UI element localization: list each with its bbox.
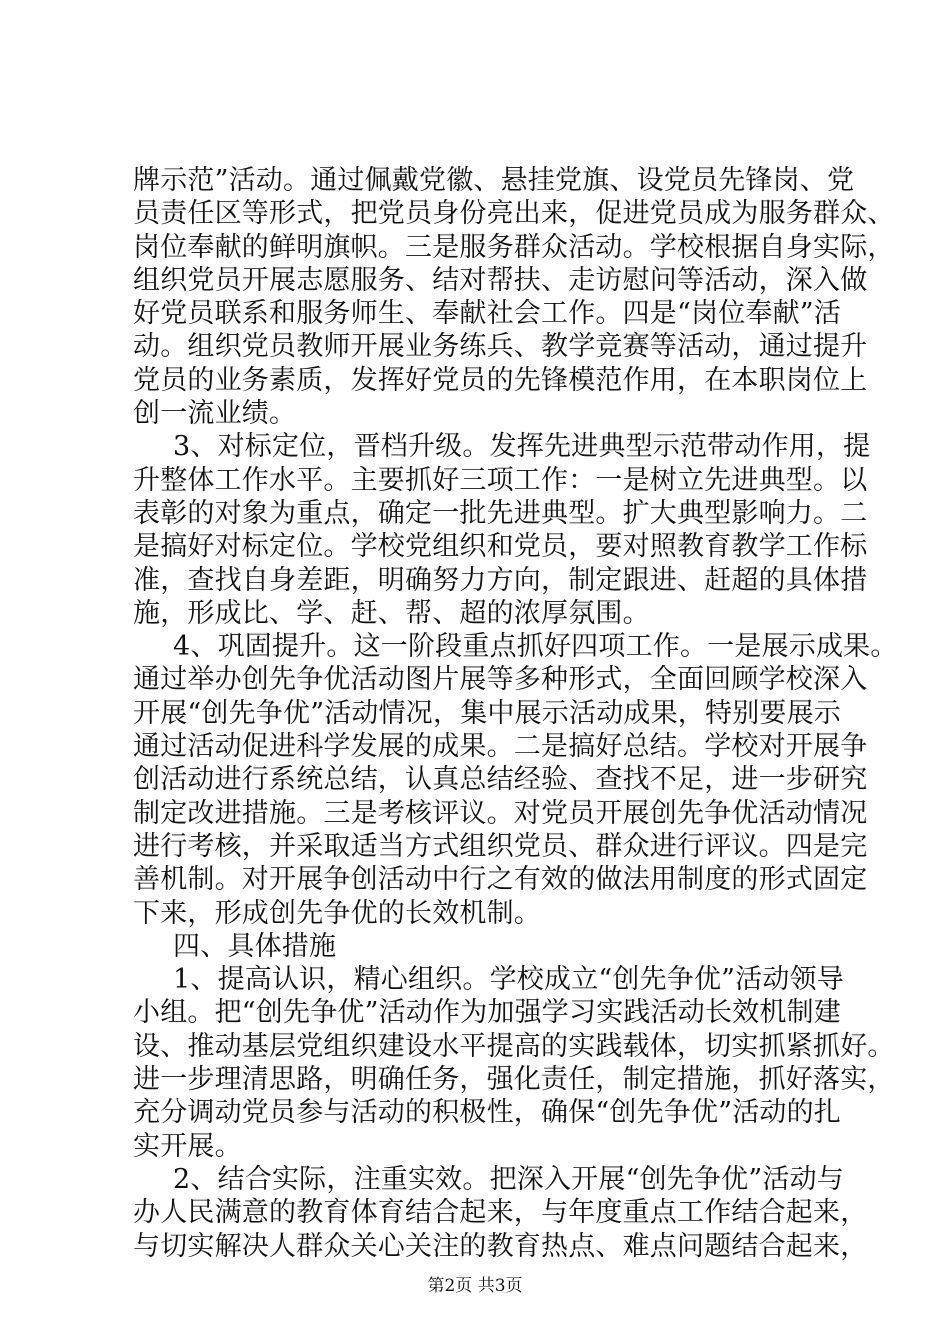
text-line: 设、推动基层党组织建设水平提高的实践载体，切实抓紧抓好。 [133,1030,895,1062]
text-line: 小组。把“创先争优”活动作为加强学习实践活动长效机制建 [133,997,842,1029]
text-line: 制定改进措施。三是考核评议。对党员开展创先争优活动情况 [133,797,868,829]
text-line: 组织党员开展志愿服务、结对帮扶、走访慰问等活动，深入做 [133,264,868,296]
text-line: 通过活动促进科学发展的成果。二是搞好总结。学校对开展争 [133,731,868,763]
text-line: 充分调动党员参与活动的积极性，确保“创先争优”活动的扎 [133,1097,842,1129]
text-line: 升整体工作水平。主要抓好三项工作：一是树立先进典型。以 [133,464,868,496]
text-line: 创活动进行系统总结，认真总结经验、查找不足，进一步研究 [133,764,868,796]
text-line: 善机制。对开展争创活动中行之有效的做法用制度的形式固定 [133,864,868,896]
text-line: 与切实解决人群众关心关注的教育热点、难点问题结合起来， [133,1230,868,1262]
text-line: 办人民满意的教育体育结合起来，与年度重点工作结合起来， [133,1197,868,1229]
text-line: 员责任区等形式，把党员身份亮出来，促进党员成为服务群众、 [133,198,895,230]
text-line: 2、结合实际，注重实效。把深入开展“创先争优”活动与 [173,1163,844,1195]
document-body [133,164,898,1263]
text-line: 是搞好对标定位。学校党组织和党员，要对照教育教学工作标 [133,531,868,563]
text-line: 4、巩固提升。这一阶段重点抓好四项工作。一是展示成果。 [173,631,898,663]
text-line: 创一流业绩。 [133,398,297,430]
text-line: 开展“创先争优”活动情况，集中展示活动成果，特别要展示 [133,697,842,729]
text-line: 通过举办创先争优活动图片展等多种形式，全面回顾学校深入 [133,664,868,696]
text-line: 好党员联系和服务师生、奉献社会工作。四是“岗位奉献”活 [133,298,842,330]
text-line: 1、提高认识，精心组织。学校成立“创先争优”活动领导 [173,964,844,996]
text-line: 岗位奉献的鲜明旗帜。三是服务群众活动。学校根据自身实际， [133,231,895,263]
text-line: 施，形成比、学、赶、帮、超的浓厚氛围。 [133,597,650,629]
page-footer: 第2页 共3页 [427,1276,523,1296]
text-line: 进行考核，并采取适当方式组织党员、群众进行评议。四是完 [133,830,868,862]
text-line: 党员的业务素质，发挥好党员的先锋模范作用，在本职岗位上 [133,364,868,396]
text-line: 准，查找自身差距，明确努力方向，制定跟进、赶超的具体措 [133,564,868,596]
text-line: 表彰的对象为重点，确定一批先进典型。扩大典型影响力。二 [133,497,868,529]
text-line: 牌示范”活动。通过佩戴党徽、悬挂党旗、设党员先锋岗、党 [133,165,855,196]
text-line: 四、具体措施 [173,930,337,962]
text-line: 动。组织党员教师开展业务练兵、教学竞赛等活动，通过提升 [133,331,868,363]
text-line: 进一步理清思路，明确任务，强化责任，制定措施，抓好落实， [133,1064,895,1096]
text-line: 下来，形成创先争优的长效机制。 [133,897,541,929]
text-line: 实开展。 [133,1130,242,1162]
text-line: 3、对标定位，晋档升级。发挥先进典型示范带动作用，提 [173,431,871,463]
